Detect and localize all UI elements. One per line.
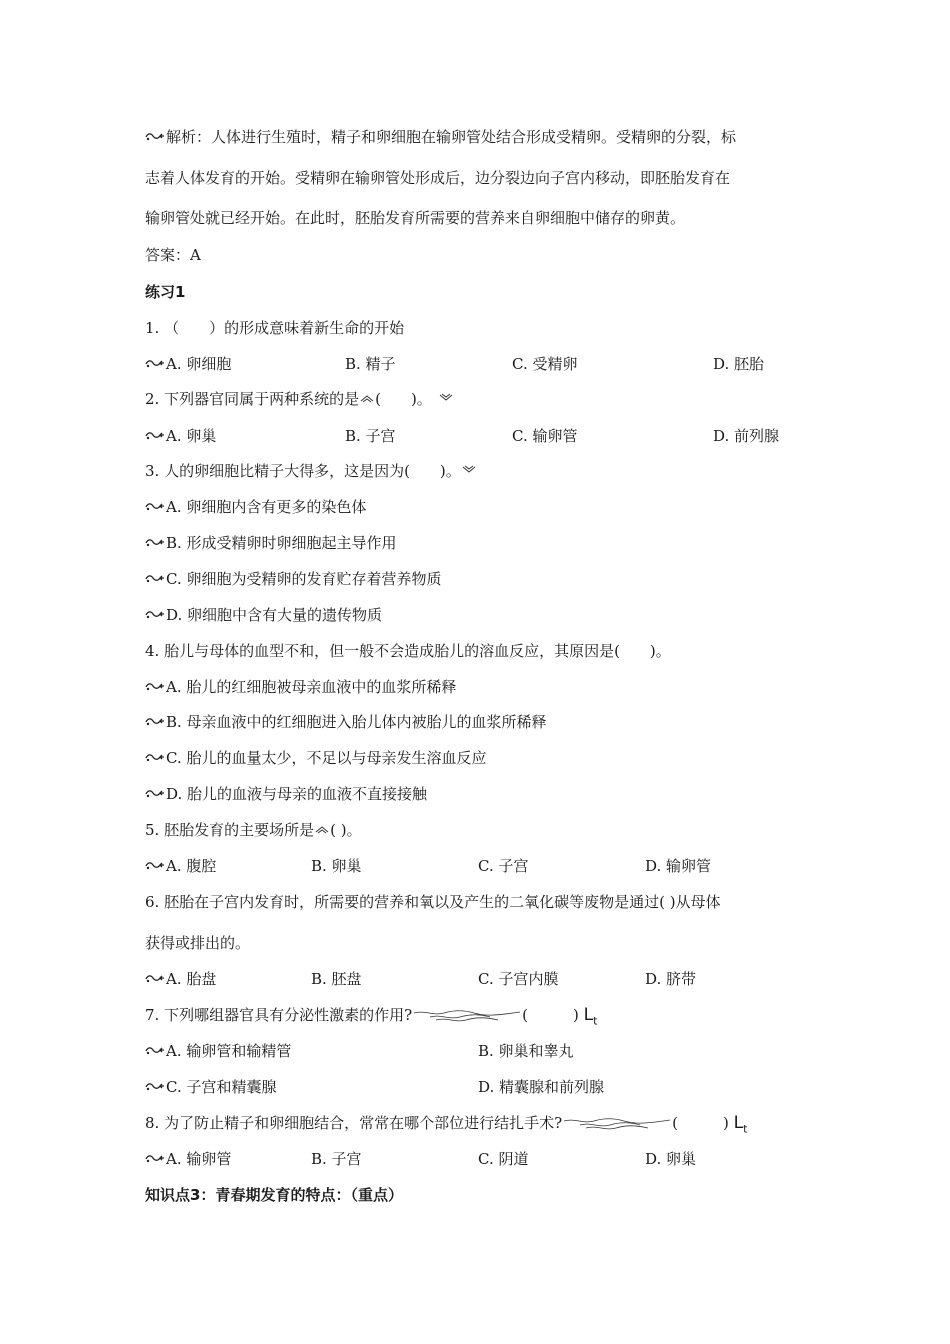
option[interactable]: B. 精子	[345, 355, 396, 373]
question-4-option-d[interactable]: D. 胎儿的血液与母亲的血液不直接接触	[145, 784, 427, 804]
option[interactable]: C. 子宫和精囊腺	[166, 1078, 277, 1096]
option[interactable]: C. 子宫内膜	[478, 970, 559, 988]
pointing-hand-icon	[145, 1081, 165, 1093]
option[interactable]: A. 输卵管和输精管	[166, 1042, 292, 1060]
option[interactable]: D. 前列腺	[713, 427, 780, 445]
pointing-hand-icon	[145, 973, 165, 985]
question-3-option-b[interactable]: B. 形成受精卵时卵细胞起主导作用	[145, 533, 397, 553]
option[interactable]: B. 胚盘	[311, 970, 362, 988]
option[interactable]: D. 输卵管	[645, 857, 712, 875]
question-6-stem-line-2: 获得或排出的。	[145, 934, 251, 952]
pointing-hand-icon	[145, 1153, 165, 1165]
analysis-line-1: 解析：人体进行生殖时，精子和卵细胞在输卵管处结合形成受精卵。受精卵的分裂，标	[145, 127, 736, 147]
pointing-hand-icon	[145, 430, 165, 442]
question-8-options	[145, 1149, 845, 1169]
question-5-options	[145, 856, 845, 876]
question-4-option-b[interactable]: B. 母亲血液中的红细胞进入胎儿体内被胎儿的血浆所稀释	[145, 712, 547, 732]
pointing-hand-icon	[145, 131, 165, 143]
question-3-option-d[interactable]: D. 卵细胞中含有大量的遗传物质	[145, 605, 382, 625]
pointing-hand-icon	[145, 788, 165, 800]
pointing-hand-icon	[145, 609, 165, 621]
chevron-up-icon	[359, 393, 375, 403]
question-6-stem: 6. 胚胎在子宫内发育时，所需要的营养和氧以及产生的二氧化碳等废物是通过( )从母体	[145, 893, 721, 911]
question-7-stem: 7. 下列哪组器官具有分泌性激素的作用? ( ) $L_t$	[145, 1005, 598, 1028]
option[interactable]: A. 腹腔	[166, 857, 217, 875]
question-7-options-row-2	[145, 1077, 845, 1097]
analysis-line-2: 志着人体发育的开始。受精卵在输卵管处形成后，边分裂边向子宫内移动，即胚胎发育在	[145, 169, 731, 187]
wavy-line-icon	[412, 1009, 522, 1023]
option[interactable]: B. 卵巢和睾丸	[478, 1042, 574, 1060]
question-1-options	[145, 354, 845, 374]
question-2-stem: 2. 下列器官同属于两种系统的是 ( )。	[145, 389, 454, 409]
option[interactable]: B. 子宫	[311, 1150, 362, 1168]
question-2-options	[145, 426, 845, 446]
question-8-stem: 8. 为了防止精子和卵细胞结合，常常在哪个部位进行结扎手术? ( ) $L_t$	[145, 1113, 748, 1136]
pointing-hand-icon	[145, 537, 165, 549]
question-4-option-a[interactable]: A. 胎儿的红细胞被母亲血液中的血浆所稀释	[145, 677, 456, 697]
chevron-down-icon	[438, 393, 454, 403]
wavy-line-icon	[562, 1117, 672, 1131]
question-3-stem: 3. 人的卵细胞比精子大得多，这是因为( )。	[145, 461, 477, 481]
question-3-option-a[interactable]: A. 卵细胞内含有更多的染色体	[145, 497, 366, 517]
exercise-title: 练习1	[145, 283, 186, 301]
option[interactable]: A. 卵细胞	[166, 355, 232, 373]
pointing-hand-icon	[145, 860, 165, 872]
pointing-hand-icon	[145, 573, 165, 585]
option[interactable]: C. 受精卵	[512, 355, 578, 373]
chevron-down-icon	[461, 465, 477, 475]
pointing-hand-icon	[145, 501, 165, 513]
option[interactable]: B. 子宫	[345, 427, 396, 445]
pointing-hand-icon	[145, 716, 165, 728]
knowledge-point-heading: 知识点3：青春期发育的特点：（重点）	[145, 1186, 403, 1204]
pointing-hand-icon	[145, 358, 165, 370]
option[interactable]: D. 卵巢	[645, 1150, 697, 1168]
pointing-hand-icon	[145, 681, 165, 693]
option[interactable]: C. 输卵管	[512, 427, 578, 445]
analysis-line-3: 输卵管处就已经开始。在此时，胚胎发育所需要的营养来自卵细胞中储存的卵黄。	[145, 209, 686, 227]
option[interactable]: C. 子宫	[478, 857, 529, 875]
question-1-stem: 1. （ ）的形成意味着新生命的开始	[145, 319, 405, 337]
option[interactable]: B. 卵巢	[311, 857, 362, 875]
answer-line: 答案：A	[145, 246, 201, 264]
question-4-option-c[interactable]: C. 胎儿的血量太少，不足以与母亲发生溶血反应	[145, 748, 486, 768]
question-4-stem: 4. 胎儿与母体的血型不和，但一般不会造成胎儿的溶血反应，其原因是( )。	[145, 642, 671, 660]
question-7-options-row-1	[145, 1041, 845, 1061]
pointing-hand-icon	[145, 752, 165, 764]
question-5-stem: 5. 胚胎发育的主要场所是 ( )。	[145, 821, 362, 839]
option[interactable]: A. 胎盘	[166, 970, 217, 988]
option[interactable]: A. 卵巢	[166, 427, 217, 445]
option[interactable]: C. 阴道	[478, 1150, 529, 1168]
option[interactable]: D. 脐带	[645, 970, 697, 988]
option[interactable]: D. 精囊腺和前列腺	[478, 1078, 605, 1096]
option[interactable]: A. 输卵管	[166, 1150, 232, 1168]
pointing-hand-icon	[145, 1045, 165, 1057]
question-3-option-c[interactable]: C. 卵细胞为受精卵的发育贮存着营养物质	[145, 569, 441, 589]
question-6-options	[145, 969, 845, 989]
chevron-up-icon	[314, 824, 330, 834]
option[interactable]: D. 胚胎	[713, 355, 765, 373]
